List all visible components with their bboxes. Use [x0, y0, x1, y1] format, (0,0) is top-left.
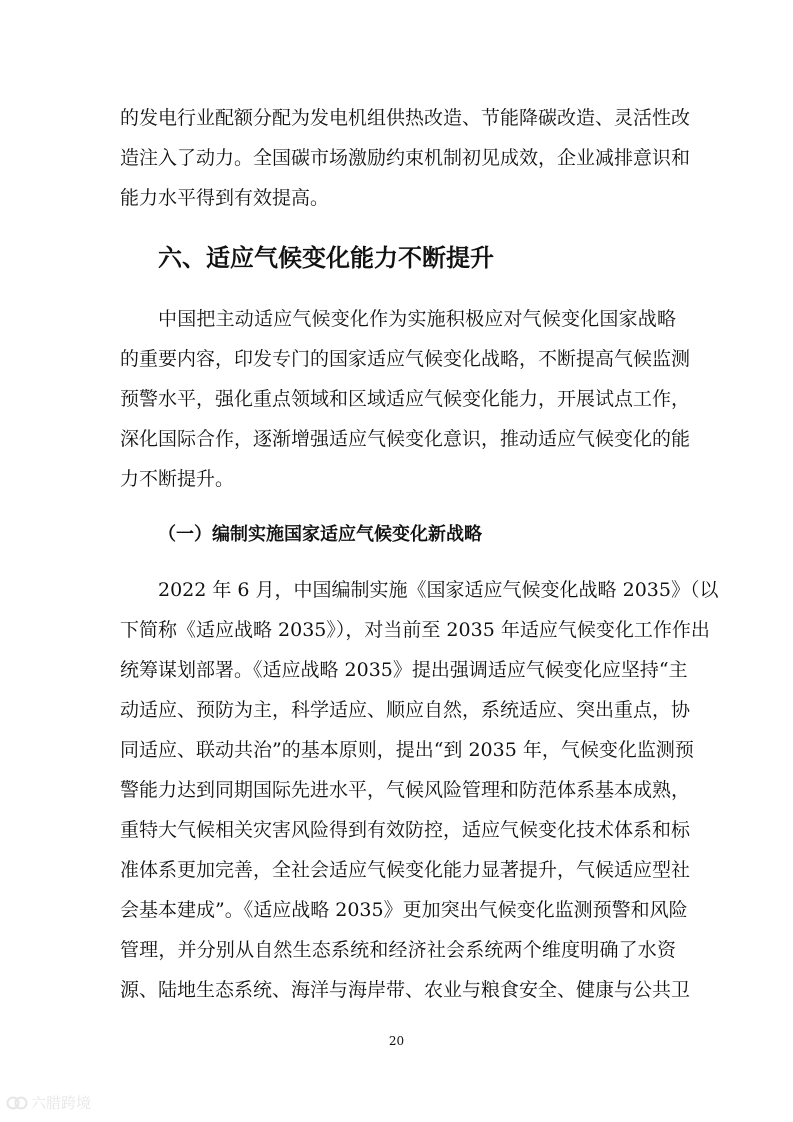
text-line: 预警水平，强化重点领域和区域适应气候变化能力，开展试点工作，	[120, 388, 691, 410]
watermark-text: 六腊跨境	[31, 1094, 92, 1112]
watermark-logo-icon	[6, 1094, 28, 1112]
text-line: 的发电行业配额分配为发电机组供热改造、节能降碳改造、灵活性改	[120, 107, 691, 129]
section-heading: 六、适应气候变化能力不断提升	[158, 244, 494, 272]
text-line: 管理，并分别从自然生态系统和经济社会系统两个维度明确了水资	[120, 939, 676, 961]
text-line: 警能力达到同期国际先进水平，气候风险管理和防范体系基本成熟，	[120, 779, 691, 801]
text-line: 力不断提升。	[120, 468, 235, 490]
text-line: 动适应、预防为主，科学适应、顺应自然，系统适应、突出重点，协	[120, 699, 691, 721]
watermark	[6, 1092, 91, 1113]
text-line: 造注入了动力。全国碳市场激励约束机制初见成效，企业减排意识和	[120, 147, 691, 169]
text-line: 下简称《适应战略 2035》），对当前至 2035 年适应气候变化工作作出	[120, 619, 710, 641]
text-line: 同适应、联动共治”的基本原则，提出“到 2035 年，气候变化监测预	[120, 739, 694, 761]
text-line: 能力水平得到有效提高。	[120, 187, 330, 209]
text-line: 准体系更加完善，全社会适应气候变化能力显著提升，气候适应型社	[120, 859, 691, 881]
text-line: 重特大气候相关灾害风险得到有效防控，适应气候变化技术体系和标	[120, 819, 691, 841]
subsection-heading: （一）编制实施国家适应气候变化新战略	[158, 524, 482, 545]
text-line: 深化国际合作，逐渐增强适应气候变化意识，推动适应气候变化的能	[120, 428, 691, 450]
text-line: 的重要内容，印发专门的国家适应气候变化战略，不断提高气候监测	[120, 348, 691, 370]
text-line: 统筹谋划部署。《适应战略 2035》提出强调适应气候变化应坚持“主	[120, 659, 688, 681]
text-line: 2022 年 6 月，中国编制实施《国家适应气候变化战略 2035》（以	[158, 579, 719, 601]
text-line: 会基本建成”。《适应战略 2035》更加突出气候变化监测预警和风险	[120, 899, 688, 921]
text-line: 中国把主动适应气候变化作为实施积极应对气候变化国家战略	[158, 308, 676, 330]
text-line: 源、陆地生态系统、海洋与海岸带、农业与粮食安全、健康与公共卫	[120, 979, 691, 1001]
page-number: 20	[388, 1034, 405, 1048]
